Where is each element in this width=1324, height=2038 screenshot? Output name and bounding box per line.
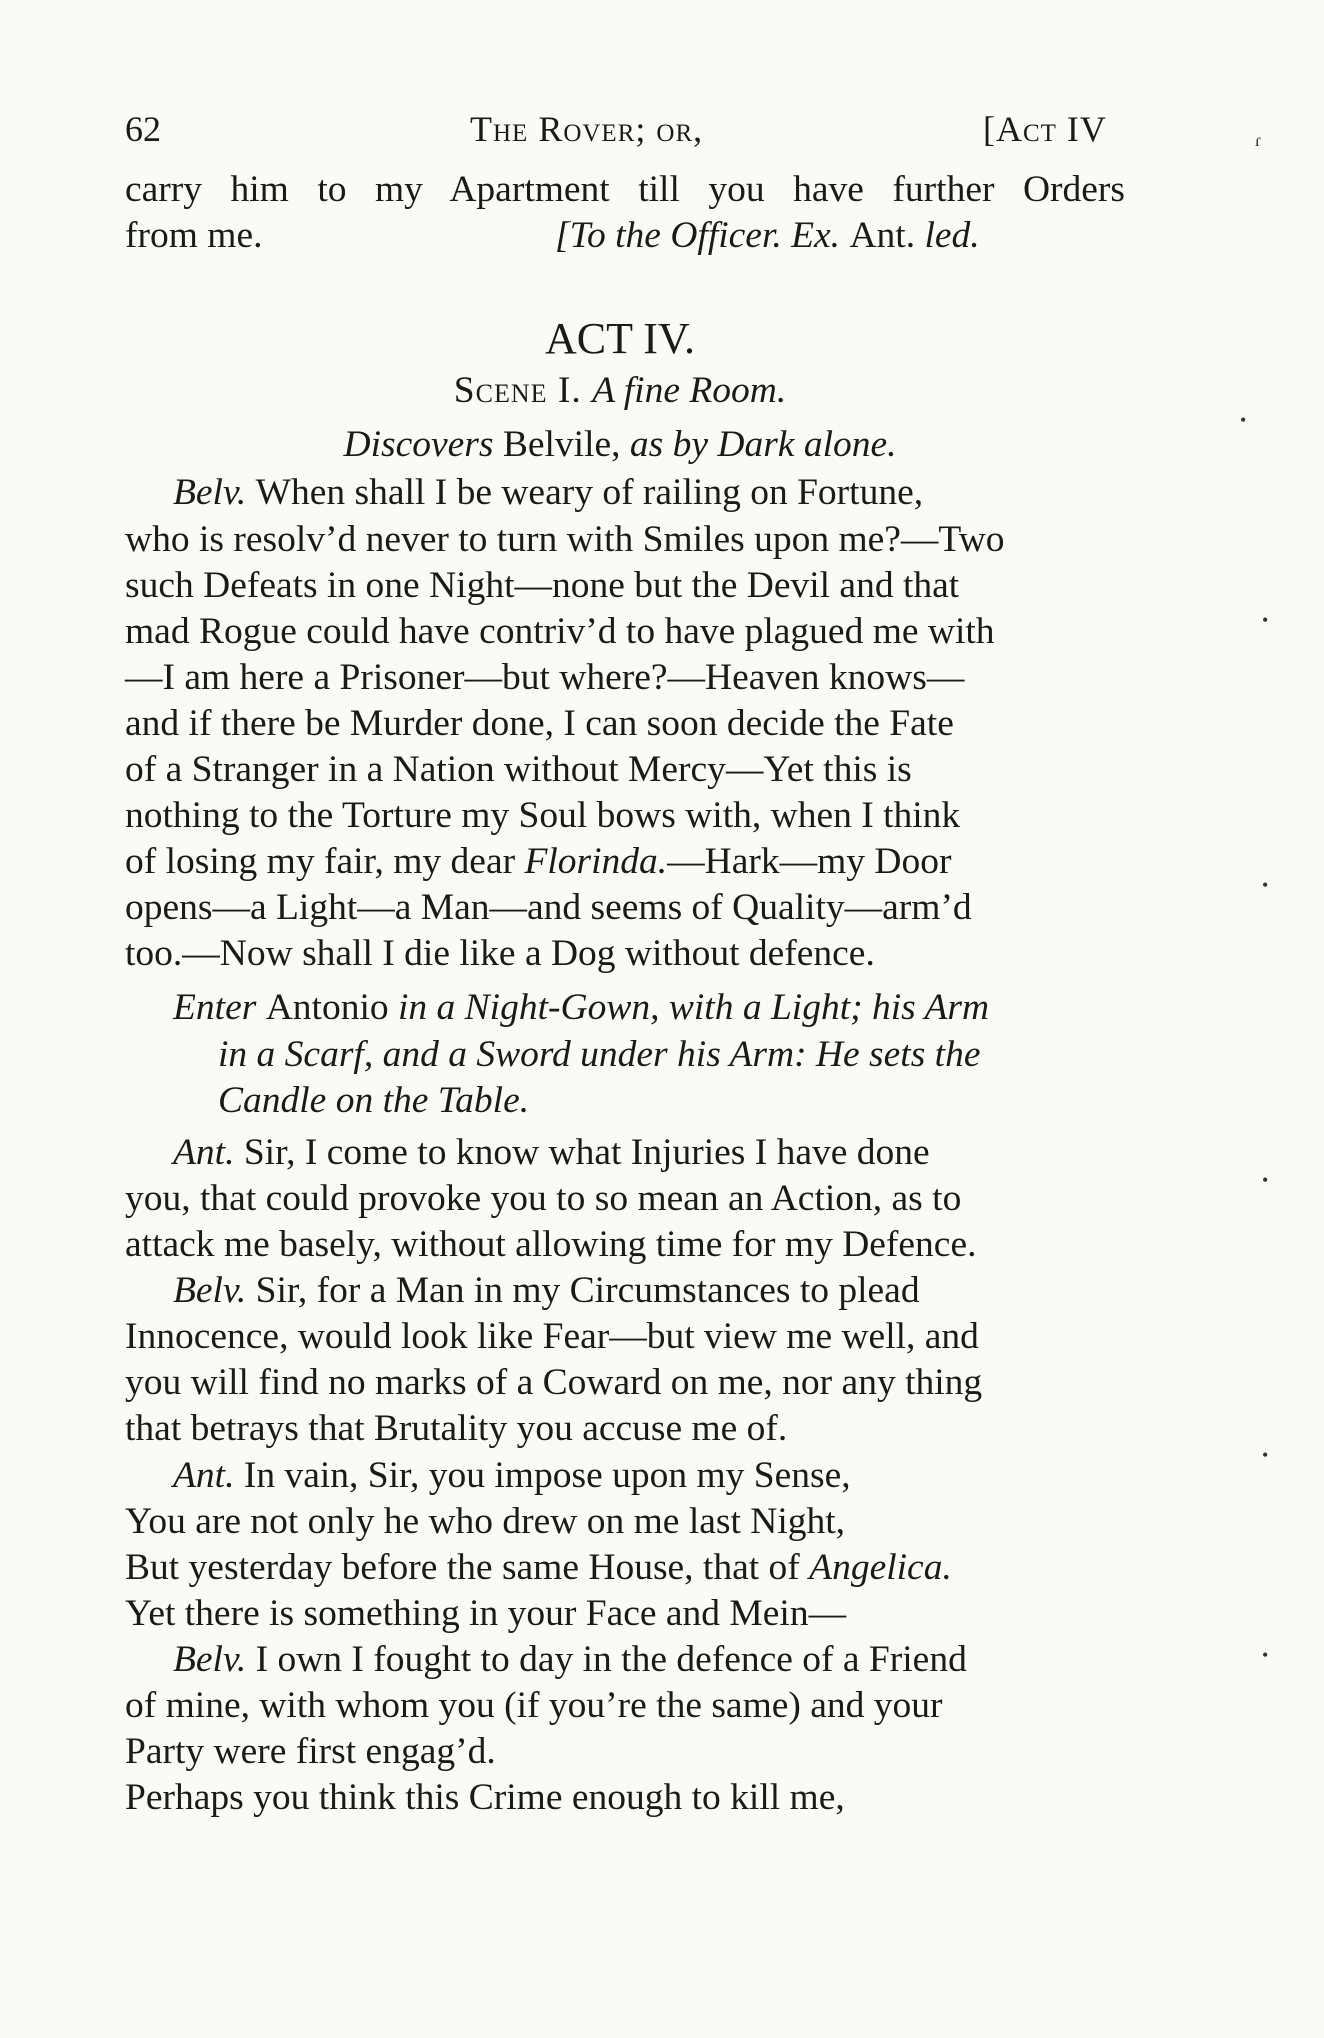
text-segment: A fine Room.	[592, 370, 787, 411]
text-segment: In vain, Sir, you impose upon my Sense,	[243, 1455, 851, 1496]
text-line	[125, 793, 960, 839]
text-line	[173, 1130, 930, 1176]
text-segment: Belv.	[173, 472, 256, 513]
text-line	[125, 1545, 952, 1591]
text-segment: in a Scarf, and a Sword under his Arm: He sets the	[218, 1034, 981, 1075]
text-line	[125, 1683, 943, 1729]
text-segment: Sir, for a Man in my Circumstances to plead	[255, 1270, 920, 1311]
text-segment: Ant.	[173, 1455, 244, 1496]
text-segment: Antonio	[265, 987, 398, 1028]
text-line	[173, 1453, 851, 1499]
text-segment: in a Night-Gown, with a Light; his Arm	[398, 987, 990, 1028]
text-line	[173, 1268, 920, 1314]
text-segment: Scene I.	[453, 370, 593, 411]
bleed-speck-decoration: •	[1262, 1170, 1269, 1190]
act-heading	[0, 316, 1240, 362]
text-segment: Belv.	[173, 1639, 256, 1680]
text-segment: that betrays that Brutality you accuse me of.	[125, 1408, 788, 1449]
text-line	[125, 1222, 976, 1268]
page-number: 62	[125, 109, 161, 149]
text-segment: —Hark—my Door	[667, 841, 952, 882]
text-segment: But yesterday before the same House, that of	[125, 1547, 810, 1588]
text-segment: and if there be Murder done, I can soon decide the Fate	[125, 703, 954, 744]
text-segment: Candle on the Table.	[218, 1080, 530, 1121]
text-segment: you will find no marks of a Coward on me, nor any thing	[125, 1362, 983, 1403]
running-title: The Rover; or,	[470, 109, 704, 149]
text-segment: such Defeats in one Night—none but the Devil and that	[125, 565, 960, 606]
text-segment: Belv.	[173, 1270, 256, 1311]
text-segment: led.	[924, 215, 980, 256]
text-segment: from me.	[125, 215, 263, 256]
text-line	[125, 213, 262, 259]
scene-direction	[0, 422, 1240, 468]
text-segment: Florinda.	[524, 841, 668, 882]
text-segment: ACT IV.	[545, 314, 695, 363]
text-segment: nothing to the Torture my Soul bows with, when I think	[125, 795, 961, 836]
text-segment: —I am here a Prisoner—but where?—Heaven knows—	[125, 657, 965, 698]
text-line	[125, 563, 959, 609]
text-segment: Innocence, would look like Fear—but view me well, and	[125, 1316, 979, 1357]
text-line	[125, 1499, 845, 1545]
scene-heading	[0, 368, 1240, 414]
text-line	[125, 1406, 787, 1452]
text-segment: too.—Now shall I die like a Dog without defence.	[125, 933, 875, 974]
stage-direction	[173, 985, 989, 1031]
stage-direction	[555, 213, 980, 259]
text-segment: Yet there is something in your Face and Mein—	[125, 1593, 847, 1634]
text-line	[125, 1360, 982, 1406]
bleed-speck-decoration: •	[1262, 610, 1269, 630]
text-segment: Discovers	[343, 424, 503, 465]
text-line	[125, 747, 912, 793]
text-line	[125, 1775, 845, 1821]
act-marker: [Act IV	[983, 109, 1107, 149]
bleed-speck-decoration: ɾ	[1255, 130, 1261, 150]
text-segment: opens—a Light—a Man—and seems of Quality—arm’d	[125, 887, 972, 928]
text-line	[125, 1591, 846, 1637]
text-line	[125, 839, 952, 885]
text-segment: you, that could provoke you to so mean an Action, as to	[125, 1178, 962, 1219]
text-segment: Ant.	[173, 1132, 244, 1173]
text-segment: When shall I be weary of railing on Fortune,	[255, 472, 924, 513]
text-line	[125, 885, 972, 931]
text-line	[173, 470, 923, 516]
text-segment: Ant.	[849, 215, 925, 256]
text-segment: Belvile,	[502, 424, 630, 465]
text-segment: attack me basely, without allowing time for my Defence.	[125, 1224, 977, 1265]
text-line	[125, 167, 1125, 213]
text-line	[125, 701, 954, 747]
text-line	[173, 1637, 967, 1683]
text-segment: of losing my fair, my dear	[125, 841, 525, 882]
text-line	[125, 931, 875, 977]
text-line	[125, 1314, 979, 1360]
text-segment: Angelica.	[809, 1547, 952, 1588]
text-segment: of a Stranger in a Nation without Mercy—Yet this is	[125, 749, 912, 790]
text-segment: of mine, with whom you (if you’re the same) and your	[125, 1685, 943, 1726]
text-segment: [To the Officer. Ex.	[555, 215, 850, 256]
bleed-speck-decoration: •	[1262, 1445, 1269, 1465]
text-segment: I own I fought to day in the defence of a Friend	[255, 1639, 967, 1680]
text-segment: Sir, I come to know what Injuries I have done	[243, 1132, 930, 1173]
text-line	[125, 609, 995, 655]
text-line	[125, 517, 1005, 563]
stage-direction	[218, 1032, 980, 1078]
text-segment: Perhaps you think this Crime enough to kill me,	[125, 1777, 845, 1818]
text-segment: You are not only he who drew on me last Night,	[125, 1501, 846, 1542]
text-segment: Enter	[173, 987, 266, 1028]
stage-direction	[218, 1078, 529, 1124]
text-segment: mad Rogue could have contriv’d to have plagued me with	[125, 611, 995, 652]
bleed-speck-decoration: •	[1262, 875, 1269, 895]
text-line	[125, 1729, 496, 1775]
text-line	[125, 655, 964, 701]
text-segment: who is resolv’d never to turn with Smiles upon me?—Two	[125, 519, 1005, 560]
text-segment: carry him to my Apartment till you have further Orders	[125, 169, 1125, 210]
text-segment: as by Dark alone.	[629, 424, 897, 465]
running-header	[125, 108, 1115, 158]
text-segment: Party were first engag’d.	[125, 1731, 496, 1772]
bleed-speck-decoration: •	[1240, 410, 1247, 430]
bleed-speck-decoration: •	[1262, 1645, 1269, 1665]
text-line	[125, 1176, 961, 1222]
